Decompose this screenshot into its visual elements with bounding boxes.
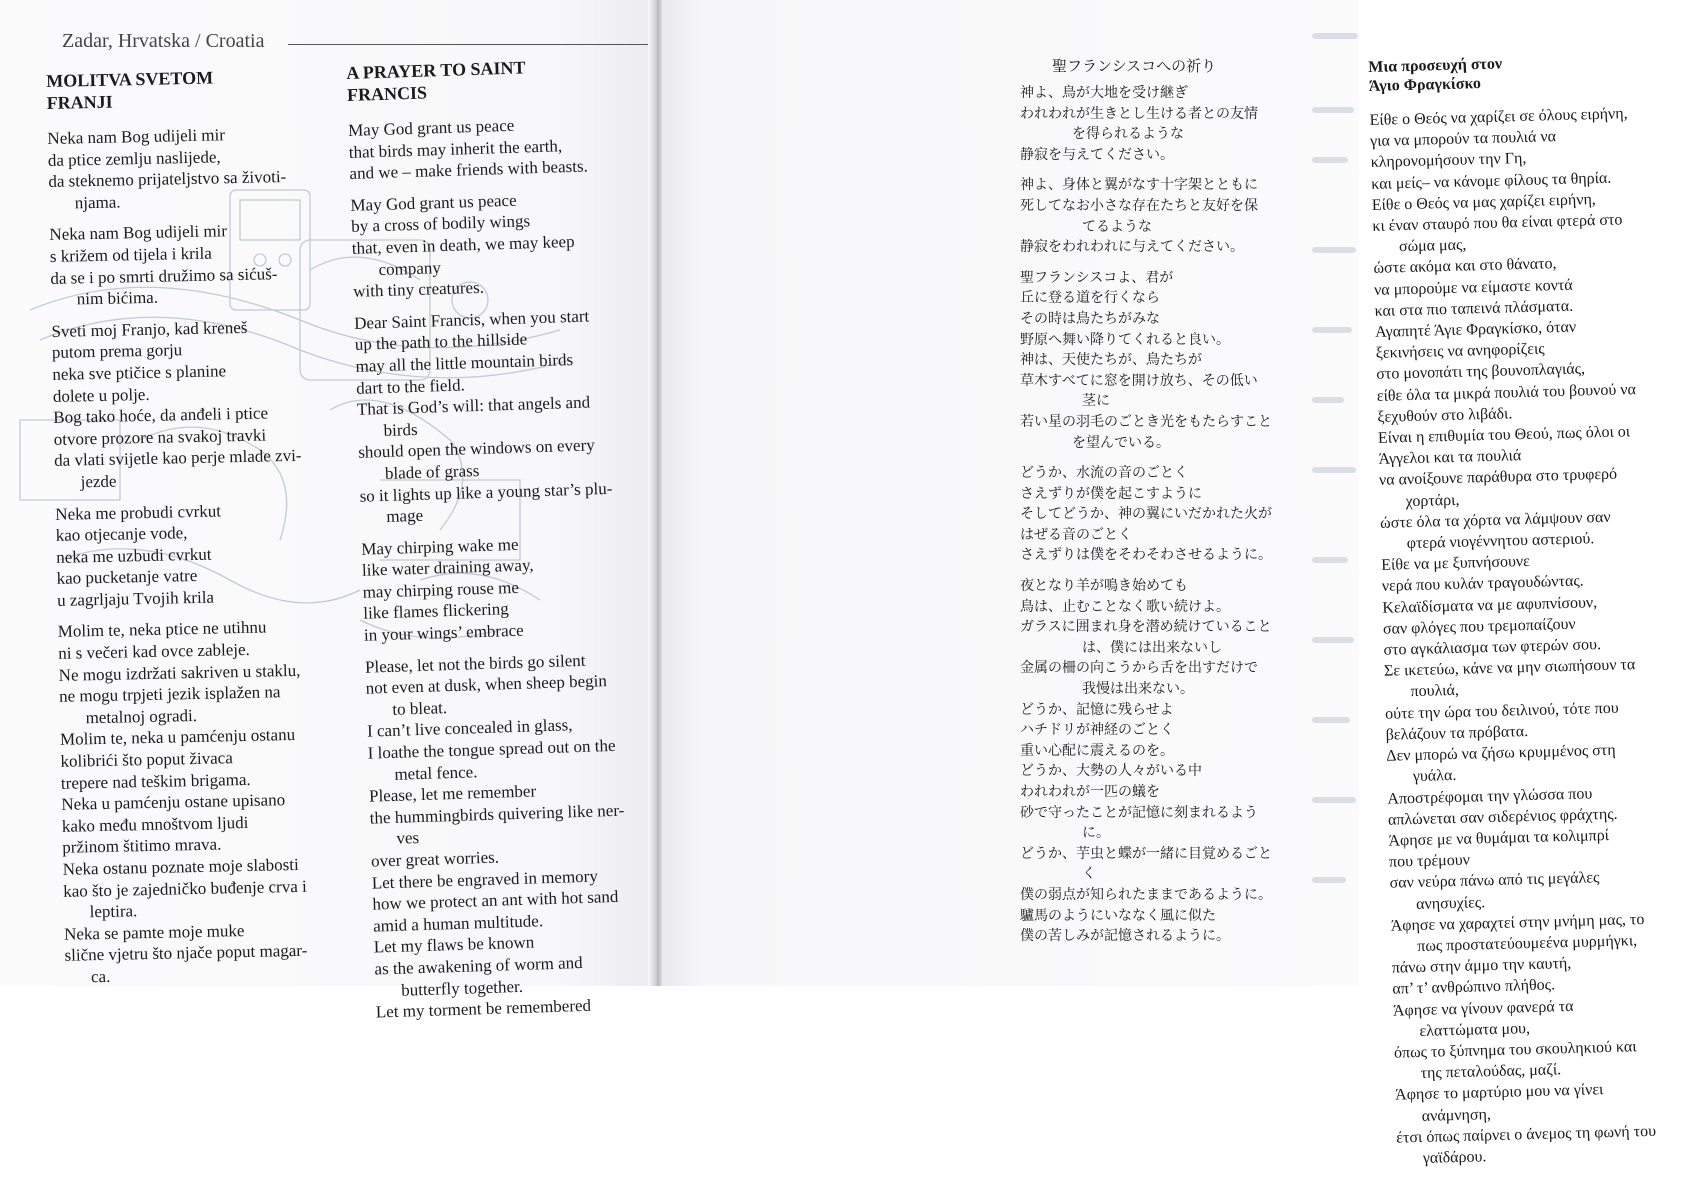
poem-line: kao što je zajedničko buđenje crva i: [62, 876, 307, 901]
poem-line: not even at dusk, when sheep begin: [365, 671, 608, 698]
poem-line: 夜となり羊が鳴き始めても: [1020, 578, 1188, 595]
poem-line: nim bićima.: [76, 287, 159, 309]
croatian-poem-title: [46, 64, 337, 114]
poem-line: στο μονοπάτι της βουνοπλαγιάς,: [1376, 360, 1586, 384]
poem-line: を得られるような: [1072, 126, 1184, 143]
poem-line: は、僕には出来ないし: [1082, 639, 1222, 656]
poem-line: 驢馬のようにいななく風に似た: [1020, 907, 1216, 924]
stanza: [350, 185, 653, 302]
poem-line: και μείς– να κάνομε φίλους τα θηρία.: [1371, 169, 1612, 193]
poem-line: Άγγελοι και τα πουλιά: [1378, 447, 1522, 469]
poem-line: どうか、大勢の人々がいる中: [1020, 763, 1202, 780]
poem-line: should open the windows on every: [357, 435, 596, 463]
poem-line: Please, let me remember: [368, 781, 537, 806]
poem-line: έτσι όπως παίρνει ο άνεμος τη φωνή του: [1396, 1122, 1657, 1147]
poem-line: πάνω στην άμμο την καυτή,: [1391, 955, 1572, 977]
poem-line: Κελαϊδίσματα να με αφυπνίσουν,: [1382, 593, 1598, 617]
poem-line: how we protect an ant with hot sand: [372, 887, 619, 914]
poem-line: てるような: [1082, 218, 1152, 235]
poem-line: Αποστρέφομαι την γλώσσα που: [1387, 784, 1593, 808]
poem-line: putom prema gorju: [51, 340, 183, 363]
poem-line: 丘に登る道を行くなら: [1020, 290, 1160, 307]
poem-line: 静寂を与えてください。: [1020, 146, 1174, 163]
stanza: [55, 497, 347, 611]
poem-line: 聖フランシスコよ、君が: [1020, 269, 1174, 286]
poem-line: I can’t live concealed in glass,: [366, 715, 573, 742]
poem-line: για να μπορούν τα πουλιά να: [1369, 128, 1557, 151]
poem-line: trepere nad teškim brigama.: [60, 769, 251, 793]
poem-line: Είθε να με ξυπνήσουνε: [1381, 553, 1531, 575]
poem-line: Sveti moj Franjo, kad kreneš: [51, 317, 248, 341]
poem-line: 若い星の羽毛のごとき光をもたらすこと: [1020, 413, 1272, 430]
english-poem-title: [346, 53, 647, 106]
poem-line: metal fence.: [394, 761, 478, 784]
poem-line: ni s večeri kad ovce zableje.: [58, 639, 251, 663]
poem-line: Neka ostanu poznate moje slabosti: [62, 854, 299, 879]
poem-line: May God grant us peace: [347, 115, 515, 140]
poem-line: leptira.: [89, 901, 138, 922]
poem-line: βελάζουν τα πρόβατα.: [1385, 722, 1529, 744]
poem-line: May chirping wake me: [361, 534, 519, 559]
poem-line: を望んでいる。: [1072, 434, 1170, 451]
poem-line: どうか、水流の音のごとく: [1020, 465, 1188, 482]
english-poem-column: [346, 53, 676, 1034]
poem-line: 僕の弱点が知られたままであるように。: [1020, 886, 1272, 903]
poem-line: Molim te, neka ptice ne utihnu: [57, 617, 267, 642]
poem-line: πως προστατεύουμεένα μυρμήγκι,: [1417, 932, 1638, 955]
poem-line: 重い心配に震えるのを。: [1020, 742, 1174, 759]
stanza: [1020, 576, 1320, 947]
poem-line: ελαττώματα μου,: [1419, 1019, 1531, 1040]
poem-line: otvore prozore na svakoj travki: [53, 425, 267, 449]
poem-line: ξεκινήσεις να ανηφορίζεις: [1375, 340, 1545, 363]
stanza: [49, 218, 341, 310]
poem-line: σαν νεύρα πάνω από τις μεγάλες: [1389, 869, 1600, 893]
poem-line: さえずりが僕を起こすように: [1020, 485, 1202, 502]
croatian-poem-column: [46, 64, 355, 998]
poem-line: πουλιά,: [1410, 682, 1460, 701]
poem-line: Άφησε να χαραχτεί στην μνήμη μας, το: [1390, 910, 1645, 935]
poem-line: その時は鳥たちがみな: [1020, 310, 1160, 327]
poem-line: ανησυχίες.: [1415, 893, 1486, 913]
poem-line: as the awakening of worm and: [374, 952, 583, 979]
poem-line: Neka nam Bog udijeli mir: [47, 125, 226, 148]
poem-line: Please, let not the birds go silent: [364, 650, 586, 677]
poem-line: Άφησε με να θυμάμαι τα κολιμπρί: [1388, 826, 1610, 850]
poem-line: 鳥は、止むことなく歌い続けよ。: [1020, 598, 1230, 615]
stanza: [365, 647, 676, 1023]
poem-line: Let there be engraved in memory: [371, 866, 599, 893]
japanese-poem-title: [1052, 55, 1320, 77]
poem-line: 野原へ舞い降りてくれると良い。: [1020, 331, 1230, 348]
poem-line: να ανοίξουνε παράθυρα στο τρυφερό: [1378, 466, 1618, 490]
title-line: 聖フランシスコへの祈り: [1052, 57, 1217, 75]
poem-line: by a cross of bodily wings: [350, 211, 531, 237]
poem-line: 神よ、身体と翼がなす十字架とともに: [1020, 177, 1258, 194]
poem-line: Άφησε να γίνουν φανερά τα: [1392, 997, 1574, 1020]
japanese-poem-column: [1020, 55, 1320, 957]
poem-line: 金属の柵の向こうから舌を出すだけで: [1020, 660, 1258, 677]
poem-line: さえずりは僕をそわそわさせるように。: [1020, 547, 1272, 564]
poem-line: ガラスに囲まれ身を潜め続けていること: [1020, 619, 1272, 636]
poem-line: 僕の苦しみが記憶されるように。: [1020, 928, 1230, 945]
stanza: [51, 315, 345, 494]
poem-line: up the path to the hillside: [354, 329, 528, 355]
poem-line: 砂で守ったことが記憶に刻まれるよう: [1020, 804, 1258, 821]
poem-line: 神よ、鳥が大地を受け継ぎ: [1020, 85, 1188, 101]
poem-line: Let my torment be remembered: [375, 995, 592, 1022]
title-line: Άγιο Φραγκίσκο: [1368, 75, 1482, 95]
poem-line: da ptice zemlju naslijede,: [47, 146, 221, 170]
poem-line: απλώνεται σαν σιδερένιος φράχτης.: [1387, 805, 1618, 829]
poem-line: Είναι η επιθυμία του Θεού, πως όλοι οι: [1377, 423, 1631, 447]
poem-line: κι έναν σταυρό που θα είναι φτερά στο: [1372, 211, 1623, 235]
stanza: [354, 303, 661, 528]
poem-line: njama.: [74, 192, 121, 213]
poem-line: Neka u pamćenju ostane upisano: [61, 790, 286, 815]
poem-line: that, even in death, we may keep: [351, 231, 575, 258]
poem-line: χορτάρι,: [1405, 491, 1460, 510]
poem-line: neka sve ptičice s planine: [52, 361, 227, 384]
poem-line: απ’ τ’ ανθρώπινο πλήθος.: [1392, 976, 1556, 999]
poem-line: Δεν μπορώ να ζήσω κρυμμένος στη: [1386, 741, 1616, 765]
poem-line: kao pucketanje vatre: [56, 566, 198, 589]
poem-line: May God grant us peace: [350, 190, 517, 215]
poem-line: Είθε ο Θεός να μας χαρίζει ειρήνη,: [1371, 190, 1597, 214]
poem-line: 我慢は出来ない。: [1082, 681, 1194, 698]
poem-line: Άφησε το μαρτύριο μου να γίνει: [1394, 1081, 1604, 1104]
poem-line: may chirping rouse me: [362, 577, 520, 602]
poem-line: da vlati svijetle kao perje mlade zvi-: [53, 446, 302, 471]
poem-line: kao otjecanje vode,: [55, 523, 188, 545]
stanza: [47, 122, 339, 214]
greek-poem-column: [1368, 50, 1697, 1180]
poem-line: 草木すべてに窓を開け放ち、その低い: [1020, 372, 1258, 389]
poem-line: ούτε την ώρα του δειλινού, τότε που: [1384, 699, 1619, 723]
poem-line: σαν φλόγες που τρεμοπαίζουν: [1382, 615, 1576, 638]
poem-line: που τρέμουν: [1388, 851, 1471, 871]
poem-line: ώστε ακόμα και στο θάνατο,: [1373, 255, 1557, 278]
poem-line: Ne mogu izdržati sakriven u staklu,: [58, 660, 301, 685]
poem-line: 茎に: [1082, 393, 1110, 410]
poem-line: Neka se pamte moje muke: [63, 920, 245, 944]
poem-line: そしてどうか、神の翼にいだかれた火が: [1020, 506, 1272, 523]
poem-line: ca.: [90, 966, 111, 987]
stanza: [1020, 463, 1320, 566]
poem-line: kolibrići što poput živaca: [60, 748, 233, 771]
poem-line: νερά που κυλάν τραγουδώντας.: [1381, 573, 1584, 596]
poem-line: όπως το ξύπνημα του σκουληκιού και: [1393, 1038, 1637, 1062]
poem-line: 神は、天使たちが、鳥たちが: [1020, 352, 1202, 369]
stanza: [361, 529, 664, 646]
stanza: [58, 615, 356, 988]
poem-line: われわれが一匹の蟻を: [1020, 784, 1160, 800]
poem-line: ne mogu trpjeti jezik isplažen na: [58, 682, 281, 707]
poem-line: pržinom štitimo mrava.: [62, 834, 222, 858]
poem-line: φτερά νιογέννητου αστεριού.: [1406, 530, 1595, 553]
poem-line: σώμα μας,: [1398, 236, 1467, 256]
poem-line: the hummingbirds quivering like ner-: [369, 800, 625, 828]
title-line: FRANJI: [46, 91, 113, 113]
poem-line: Είθε ο Θεός να χαρίζει σε όλους ειρήνη,: [1369, 105, 1628, 129]
poem-line: so it lights up like a young star’s plu-: [359, 478, 613, 506]
poem-line: Dear Saint Francis, when you start: [353, 306, 590, 333]
poem-line: I loathe the tongue spread out on the: [367, 735, 616, 763]
poem-line: may all the little mountain birds: [355, 349, 574, 376]
poem-line: どうか、記憶に残らせよ: [1020, 701, 1174, 718]
poem-line: ves: [396, 828, 420, 849]
poem-line: われわれが生きとし生ける者との友情: [1020, 105, 1258, 122]
page-header-location: Zadar, Hrvatska / Croatia: [62, 30, 265, 52]
stanza: [348, 111, 650, 185]
poem-line: Σε ικετεύω, κάνε να μην σιωπήσουν τα: [1383, 656, 1636, 681]
stanza: [1020, 175, 1320, 257]
poem-line: Neka me probudi cvrkut: [55, 500, 222, 524]
poem-line: 死してなお小さな存在たちと友好を保: [1020, 197, 1258, 214]
poem-line: ξεχυθούν στο λιβάδι.: [1377, 405, 1513, 426]
poem-line: butterfly together.: [400, 976, 524, 1000]
poem-line: kako među mnoštvom ljudi: [61, 812, 249, 836]
poem-line: 静寂をわれわれに与えてください。: [1020, 239, 1244, 256]
poem-line: dart to the field.: [355, 374, 466, 398]
stanza: [1020, 268, 1320, 453]
poem-line: はぜる音のごとく: [1020, 526, 1132, 543]
poem-line: ώστε όλα τα χόρτα να λάμψουν σαν: [1379, 508, 1611, 532]
poem-line: that birds may inherit the earth,: [348, 135, 563, 162]
poem-line: Neka nam Bog udijeli mir: [49, 221, 228, 245]
poem-line: Molim te, neka u pamćenju ostanu: [59, 725, 296, 750]
poem-line: and we – make friends with beasts.: [349, 156, 589, 184]
poem-line: είθε όλα τα μικρά πουλιά του βουνού να: [1376, 380, 1637, 405]
poem-line: neka me uzbudi cvrkut: [56, 544, 212, 567]
poem-line: γυάλα.: [1412, 767, 1457, 786]
left-page: [0, 0, 654, 1022]
poem-line: γαϊδάρου.: [1422, 1148, 1487, 1167]
poem-line: with tiny creatures.: [352, 277, 485, 302]
poem-line: Bog tako hoće, da anđeli i ptice: [53, 403, 269, 428]
poem-line: metalnoj ogradi.: [85, 705, 198, 728]
poem-line: company: [378, 257, 442, 279]
poem-line: dolete u polje.: [52, 384, 150, 406]
poem-line: da se i po smrti družimo sa sićuš-: [50, 263, 278, 288]
poem-line: like water draining away,: [361, 555, 534, 581]
poem-line: στο αγκάλιασμα των φτερών σου.: [1383, 636, 1602, 659]
poem-line: mage: [385, 505, 424, 527]
poem-line: く: [1082, 866, 1096, 883]
poem-line: blade of grass: [384, 460, 480, 483]
poem-line: και στα πιο ταπεινά πλάσματα.: [1374, 297, 1574, 320]
poem-line: Let my flaws be known: [373, 932, 535, 957]
poem-line: in your wings’ embrace: [363, 620, 524, 645]
title-line: FRANCIS: [346, 82, 428, 105]
poem-line: like flames flickering: [363, 599, 509, 624]
poem-line: da steknemo prijateljstvo sa životi-: [48, 167, 287, 192]
poem-line: over great worries.: [370, 847, 500, 871]
greek-poem-title: [1368, 50, 1669, 96]
stanza: [1020, 83, 1320, 165]
stanza: [1369, 102, 1697, 1170]
poem-line: ハチドリが神経のごとく: [1020, 722, 1174, 739]
poem-line: της πεταλούδας, μαζί.: [1420, 1061, 1562, 1083]
poem-line: να μπορούμε να είμαστε κοντά: [1373, 276, 1573, 299]
poem-line: That is God’s will: that angels and: [356, 392, 591, 419]
poem-line: slične vjetru što njače poput magar-: [64, 941, 308, 966]
title-line: Μια προσευχή στον: [1368, 55, 1503, 76]
poem-line: birds: [383, 419, 418, 440]
poem-line: に。: [1082, 825, 1110, 842]
title-line: MOLITVA SVETOM: [46, 67, 214, 91]
poem-line: to bleat.: [392, 697, 448, 719]
header-rule: [288, 44, 650, 45]
poem-line: u zagrljaju Tvojih krila: [56, 587, 215, 610]
poem-line: Αγαπητέ Άγιε Φραγκίσκο, όταν: [1374, 318, 1577, 341]
poem-line: どうか、芋虫と蝶が一緒に目覚めるごと: [1020, 845, 1272, 862]
title-line: A PRAYER TO SAINT: [346, 57, 526, 83]
poem-line: jezde: [80, 471, 117, 492]
poem-line: ανάμνηση,: [1421, 1105, 1492, 1125]
poem-line: amid a human multitude.: [372, 911, 544, 936]
poem-line: s križem od tijela i krila: [49, 243, 213, 266]
poem-line: κληρονομήσουν την Γη,: [1370, 150, 1527, 172]
